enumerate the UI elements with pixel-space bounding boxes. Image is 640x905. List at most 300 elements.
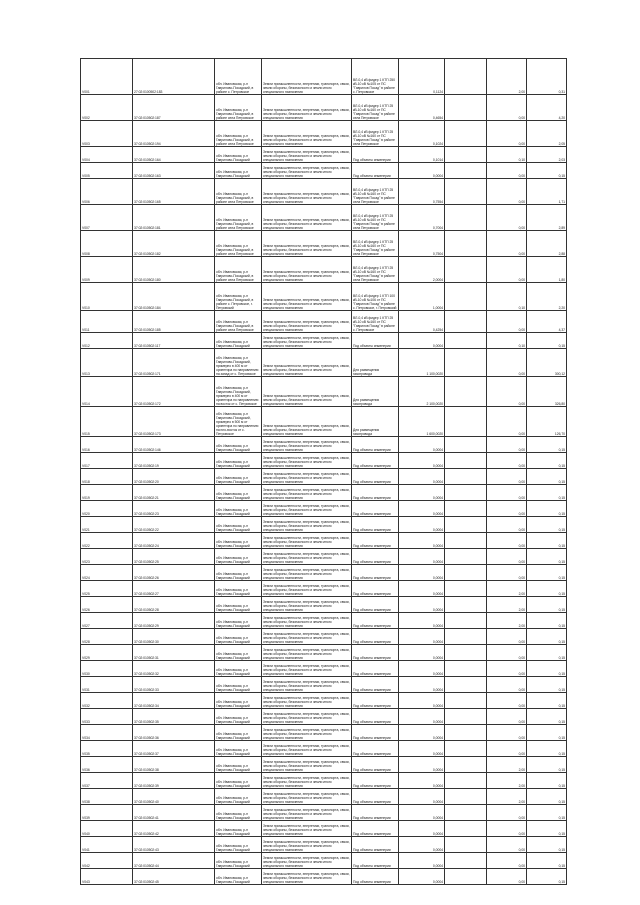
rate-cell: 0,00 — [487, 469, 527, 485]
area-cell: 0,1014 — [399, 147, 445, 163]
area-cell: 0,0004 — [399, 333, 445, 349]
cadastral-number-cell: 37:02:010502:30 — [133, 629, 215, 645]
location-cell: обл. Ивановская, р-н Гаврилово-Посадский, в районе села Петровское — [215, 179, 262, 205]
area-cell: 0,0004 — [399, 757, 445, 773]
sum-cell: 0,15 — [527, 645, 567, 661]
permitted-use-cell: Под объекты инженерии — [352, 333, 399, 349]
rate-cell: 0,00 — [487, 805, 527, 821]
rate-cell: 0,00 — [487, 549, 527, 565]
permitted-use-cell: Для размещения газопровода — [352, 377, 399, 407]
sum-cell: 0,15 — [527, 837, 567, 853]
cadastral-number-cell: 37:02:010502:173 — [133, 407, 215, 437]
rate-cell: 0,00 — [487, 741, 527, 757]
location-cell: обл. Ивановская, р-н Гаврилово-Посадский — [215, 741, 262, 757]
empty-cell — [445, 163, 487, 179]
location-cell: обл. Ивановская, р-н Гаврилово-Посадский — [215, 565, 262, 581]
area-cell: 1 100,0020 — [399, 349, 445, 377]
empty-cell — [445, 231, 487, 257]
area-cell: 0,7504 — [399, 231, 445, 257]
sum-cell: 0,15 — [527, 869, 567, 885]
land-category-cell: Земли промышленности, энергетики, транспорта, связи, земли обороны, безопасности и земли иного специального назначения — [262, 533, 352, 549]
cadastral-number-cell: 37:02:010502:165 — [133, 179, 215, 205]
row-id-cell: V037 — [81, 773, 133, 789]
cadastral-number-cell: 37:02:010502:35 — [133, 709, 215, 725]
table-row — [81, 407, 567, 437]
cadastral-number-cell: 37:02:010502:181 — [133, 205, 215, 231]
location-cell: обл. Ивановская, р-н Гаврилово-Посадский — [215, 709, 262, 725]
sum-cell: 0,15 — [527, 517, 567, 533]
area-cell: 0,0004 — [399, 437, 445, 453]
rate-cell: 0,00 — [487, 179, 527, 205]
table-row — [81, 629, 567, 645]
table-row — [81, 147, 567, 163]
area-cell: 0,0004 — [399, 581, 445, 597]
cadastral-number-cell: 37:02:010502:22 — [133, 517, 215, 533]
location-cell: обл. Ивановская, р-н Гаврилово-Посадский, примерно в 400 м от ориентира по направлению на восток от с. Петровское — [215, 377, 262, 407]
row-id-cell: V024 — [81, 565, 133, 581]
location-cell: обл. Ивановская, р-н Гаврилово-Посадский — [215, 853, 262, 869]
row-id-cell: V025 — [81, 581, 133, 597]
row-id-cell: V027 — [81, 613, 133, 629]
row-id-cell: V011 — [81, 311, 133, 333]
area-cell: 0,0004 — [399, 533, 445, 549]
cadastral-number-cell: 37:02:010502:172 — [133, 377, 215, 407]
location-cell: обл. Ивановская, р-н Гаврилово-Посадский — [215, 725, 262, 741]
land-category-cell: Земли промышленности, энергетики, транспорта, связи, земли обороны, безопасности и земли иного специального назначения — [262, 407, 352, 437]
cadastral-number-cell: 37:02:010502:29 — [133, 613, 215, 629]
location-cell: обл. Ивановская, р-н Гаврилово-Посадский, примерно в 400 м от ориентира по направлению на запад от с. Петровское — [215, 349, 262, 377]
row-id-cell: V001 — [81, 59, 133, 95]
area-cell: 2 100,0020 — [399, 377, 445, 407]
empty-cell — [445, 453, 487, 469]
row-id-cell: V017 — [81, 453, 133, 469]
area-cell: 0,0004 — [399, 725, 445, 741]
cadastral-number-cell: 27:02:0100502:183 — [133, 59, 215, 95]
cadastral-number-cell: 37:02:010502:164 — [133, 147, 215, 163]
area-cell: 0,0004 — [399, 645, 445, 661]
location-cell: обл. Ивановская, р-н Гаврилово-Посадский — [215, 661, 262, 677]
rate-cell: 0,00 — [487, 837, 527, 853]
land-category-cell: Земли промышленности, энергетики, транспорта, связи, земли обороны, безопасности и земли иного специального назначения — [262, 179, 352, 205]
sum-cell: 0,15 — [527, 613, 567, 629]
empty-cell — [445, 469, 487, 485]
empty-cell — [445, 597, 487, 613]
table-row — [81, 725, 567, 741]
sum-cell: 0,15 — [527, 709, 567, 725]
land-category-cell: Земли промышленности, энергетики, транспорта, связи, земли обороны, безопасности и земли иного специального назначения — [262, 469, 352, 485]
land-category-cell: Земли промышленности, энергетики, транспорта, связи, земли обороны, безопасности и земли иного специального назначения — [262, 853, 352, 869]
area-cell: 0,0004 — [399, 469, 445, 485]
sum-cell: 0,15 — [527, 725, 567, 741]
table-body — [81, 59, 567, 885]
empty-cell — [445, 613, 487, 629]
row-id-cell: V023 — [81, 549, 133, 565]
table-row — [81, 693, 567, 709]
row-id-cell: V043 — [81, 869, 133, 885]
row-id-cell: V041 — [81, 837, 133, 853]
table-row — [81, 205, 567, 231]
permitted-use-cell: Под объекты инженерии — [352, 853, 399, 869]
location-cell: обл. Ивановская, р-н Гаврилово-Посадский — [215, 517, 262, 533]
location-cell: обл. Ивановская, р-н Гаврилово-Посадский, в районе села Петровское — [215, 311, 262, 333]
empty-cell — [445, 725, 487, 741]
area-cell: 0,0004 — [399, 837, 445, 853]
table-row — [81, 597, 567, 613]
cadastral-number-cell: 37:02:010502:163 — [133, 163, 215, 179]
location-cell: обл. Ивановская, р-н Гаврилово-Посадский — [215, 789, 262, 805]
area-cell: 0,0004 — [399, 853, 445, 869]
cadastral-number-cell: 37:02:010502:37 — [133, 741, 215, 757]
rate-cell: 2,00 — [487, 757, 527, 773]
sum-cell: 300,12 — [527, 349, 567, 377]
permitted-use-cell: Под объекты инженерии — [352, 677, 399, 693]
land-category-cell: Земли промышленности, энергетики, транспорта, связи, земли обороны, безопасности и земли иного специального назначения — [262, 377, 352, 407]
cadastral-number-cell: 37:02:010502:182 — [133, 231, 215, 257]
sum-cell: 2,03 — [527, 147, 567, 163]
row-id-cell: V005 — [81, 163, 133, 179]
sum-cell: 0,15 — [527, 805, 567, 821]
row-id-cell: V003 — [81, 121, 133, 147]
area-cell: 0,0004 — [399, 661, 445, 677]
location-cell: обл. Ивановская, р-н Гаврилово-Посадский — [215, 613, 262, 629]
permitted-use-cell: Под объекты инженерии — [352, 469, 399, 485]
table-row — [81, 549, 567, 565]
location-cell: обл. Ивановская, р-н Гаврилово-Посадский — [215, 677, 262, 693]
land-category-cell: Земли промышленности, энергетики, транспорта, связи, земли обороны, безопасности и земли иного специального назначения — [262, 501, 352, 517]
location-cell: обл. Ивановская, р-н Гаврилово-Посадский — [215, 333, 262, 349]
empty-cell — [445, 95, 487, 121]
empty-cell — [445, 629, 487, 645]
cadastral-number-cell: 37:02:010502:32 — [133, 661, 215, 677]
sum-cell: 0,15 — [527, 597, 567, 613]
empty-cell — [445, 565, 487, 581]
sum-cell: 0,15 — [527, 581, 567, 597]
empty-cell — [445, 517, 487, 533]
area-cell: 0,4254 — [399, 311, 445, 333]
location-cell: обл. Ивановская, р-н Гаврилово-Посадский, примерно в 500 м от ориентира по направлению на юго-восток от с. Петровское — [215, 407, 262, 437]
sum-cell: 0,15 — [527, 757, 567, 773]
table-row — [81, 59, 567, 95]
area-cell: 0,0004 — [399, 565, 445, 581]
land-category-cell: Земли промышленности, энергетики, транспорта, связи, земли обороны, безопасности и земли иного специального назначения — [262, 693, 352, 709]
cadastral-number-cell: 37:02:010502:26 — [133, 565, 215, 581]
sum-cell: 0,15 — [527, 533, 567, 549]
row-id-cell: V026 — [81, 597, 133, 613]
land-category-cell: Земли промышленности, энергетики, транспорта, связи, земли обороны, безопасности и земли иного специального назначения — [262, 613, 352, 629]
sum-cell: 126,70 — [527, 407, 567, 437]
table-row — [81, 95, 567, 121]
cadastral-number-cell: 37:02:010502:43 — [133, 837, 215, 853]
cadastral-number-cell: 37:02:010502:117 — [133, 333, 215, 349]
sum-cell: 326,80 — [527, 377, 567, 407]
row-id-cell: V007 — [81, 205, 133, 231]
empty-cell — [445, 549, 487, 565]
land-category-cell: Земли промышленности, энергетики, транспорта, связи, земли обороны, безопасности и земли иного специального назначения — [262, 257, 352, 283]
land-category-cell: Земли промышленности, энергетики, транспорта, связи, земли обороны, безопасности и земли иного специального назначения — [262, 311, 352, 333]
rate-cell: 2,00 — [487, 773, 527, 789]
sum-cell: 2,20 — [527, 283, 567, 311]
empty-cell — [445, 121, 487, 147]
rate-cell: 0,00 — [487, 821, 527, 837]
empty-cell — [445, 311, 487, 333]
table-row — [81, 837, 567, 853]
rate-cell: 0,00 — [487, 121, 527, 147]
rate-cell: 0,00 — [487, 629, 527, 645]
area-cell: 0,0004 — [399, 501, 445, 517]
rate-cell: 0,00 — [487, 453, 527, 469]
row-id-cell: V038 — [81, 789, 133, 805]
rate-cell: 0,00 — [487, 869, 527, 885]
land-category-cell: Земли промышленности, энергетики, транспорта, связи, земли обороны, безопасности и земли иного специального назначения — [262, 741, 352, 757]
row-id-cell: V032 — [81, 693, 133, 709]
row-id-cell: V031 — [81, 677, 133, 693]
cadastral-number-cell: 37:02:010502:187 — [133, 95, 215, 121]
table-row — [81, 741, 567, 757]
cadastral-number-cell: 37:02:010502:184 — [133, 283, 215, 311]
land-category-cell: Земли промышленности, энергетики, транспорта, связи, земли обороны, безопасности и земли иного специального назначения — [262, 869, 352, 885]
permitted-use-cell: Под объекты инженерии — [352, 565, 399, 581]
rate-cell: 0,00 — [487, 565, 527, 581]
location-cell: обл. Ивановская, р-н Гаврилово-Посадский, в районе села Петровское — [215, 121, 262, 147]
permitted-use-cell: ВЛ-0,4 кВ фидер 1 КТП 25 кВ-10 кВ №160 от ПС "Гаврилов Посад" в районе села Петровское — [352, 231, 399, 257]
sum-cell: 0,15 — [527, 333, 567, 349]
sum-cell: 2,05 — [527, 121, 567, 147]
rate-cell: 0,00 — [487, 205, 527, 231]
cadastral-number-cell: 37:02:010502:40 — [133, 789, 215, 805]
permitted-use-cell: Под объекты инженерии — [352, 869, 399, 885]
cadastral-number-cell: 37:02:010502:180 — [133, 257, 215, 283]
permitted-use-cell: Под объекты инженерии — [352, 485, 399, 501]
area-cell: 0,0004 — [399, 805, 445, 821]
rate-cell: 0,00 — [487, 853, 527, 869]
area-cell: 0,7004 — [399, 205, 445, 231]
empty-cell — [445, 757, 487, 773]
sum-cell: 0,15 — [527, 437, 567, 453]
land-category-cell: Земли промышленности, энергетики, транспорта, связи, земли обороны, безопасности и земли иного специального назначения — [262, 773, 352, 789]
area-cell: 0,0004 — [399, 789, 445, 805]
sum-cell: 0,15 — [527, 501, 567, 517]
cadastral-number-cell: 37:02:010502:20 — [133, 469, 215, 485]
land-category-cell: Земли промышленности, энергетики, транспорта, связи, земли обороны, безопасности и земли иного специального назначения — [262, 677, 352, 693]
area-cell: 0,0004 — [399, 741, 445, 757]
sum-cell: 0,31 — [527, 59, 567, 95]
row-id-cell: V013 — [81, 349, 133, 377]
table-row — [81, 485, 567, 501]
empty-cell — [445, 789, 487, 805]
rate-cell: 0,00 — [487, 693, 527, 709]
document-sheet — [80, 58, 566, 885]
location-cell: обл. Ивановская, р-н Гаврилово-Посадский — [215, 485, 262, 501]
table-row — [81, 853, 567, 869]
row-id-cell: V019 — [81, 485, 133, 501]
cadastral-number-cell: 37:02:010502:21 — [133, 485, 215, 501]
row-id-cell: V006 — [81, 179, 133, 205]
empty-cell — [445, 773, 487, 789]
cadastral-number-cell: 37:02:010502:194 — [133, 121, 215, 147]
location-cell: обл. Ивановская, р-н Гаврилово-Посадский — [215, 837, 262, 853]
land-category-cell: Земли промышленности, энергетики, транспорта, связи, земли обороны, безопасности и земли иного специального назначения — [262, 283, 352, 311]
rate-cell: 0,00 — [487, 533, 527, 549]
permitted-use-cell: ВЛ-0,4 кВ фидер 1 КТП 25 кВ-10 кВ №160 от ПС "Гаврилов Посад" в районе села Петровское — [352, 205, 399, 231]
area-cell: 0,0004 — [399, 709, 445, 725]
location-cell: обл. Ивановская, р-н Гаврилово-Посадский, в районе села Петровское — [215, 95, 262, 121]
area-cell: 0,0004 — [399, 821, 445, 837]
permitted-use-cell: Под объекты инженерии — [352, 613, 399, 629]
sum-cell: 0,15 — [527, 789, 567, 805]
rate-cell: 0,00 — [487, 501, 527, 517]
location-cell: обл. Ивановская, р-н Гаврилово-Посадский — [215, 501, 262, 517]
sum-cell: 0,15 — [527, 485, 567, 501]
location-cell: обл. Ивановская, р-н Гаврилово-Посадский — [215, 437, 262, 453]
location-cell: обл. Ивановская, р-н Гаврилово-Посадский, в районе села Петровское — [215, 205, 262, 231]
location-cell: обл. Ивановская, р-н Гаврилово-Посадский — [215, 629, 262, 645]
permitted-use-cell: ВЛ-0,4 кВ фидер 1 КТП 250 кВ-10 кВ №105 от ПС "Гаврилов Посад" в районе с. Петровское — [352, 59, 399, 95]
permitted-use-cell: Под объекты инженерии — [352, 597, 399, 613]
land-category-cell: Земли промышленности, энергетики, транспорта, связи, земли обороны, безопасности и земли иного специального назначения — [262, 757, 352, 773]
row-id-cell: V042 — [81, 853, 133, 869]
land-category-cell: Земли промышленности, энергетики, транспорта, связи, земли обороны, безопасности и земли иного специального назначения — [262, 821, 352, 837]
area-cell: 0,0004 — [399, 773, 445, 789]
land-category-cell: Земли промышленности, энергетики, транспорта, связи, земли обороны, безопасности и земли иного специального назначения — [262, 147, 352, 163]
row-id-cell: V020 — [81, 501, 133, 517]
empty-cell — [445, 349, 487, 377]
area-cell: 0,4654 — [399, 95, 445, 121]
permitted-use-cell: Под объекты инженерии — [352, 837, 399, 853]
area-cell: 0,1124 — [399, 59, 445, 95]
permitted-use-cell: Под объекты инженерии — [352, 805, 399, 821]
rate-cell: 0,00 — [487, 437, 527, 453]
row-id-cell: V030 — [81, 661, 133, 677]
area-cell: 0,0004 — [399, 629, 445, 645]
location-cell: обл. Ивановская, р-н Гаврилово-Посадский — [215, 757, 262, 773]
empty-cell — [445, 437, 487, 453]
sum-cell: 4,20 — [527, 95, 567, 121]
cadastral-number-cell: 37:02:010502:171 — [133, 349, 215, 377]
table-row — [81, 501, 567, 517]
table-row — [81, 533, 567, 549]
sum-cell: 1,80 — [527, 257, 567, 283]
permitted-use-cell: Под объекты инженерии — [352, 163, 399, 179]
location-cell: обл. Ивановская, р-н Гаврилово-Посадский — [215, 163, 262, 179]
land-category-cell: Земли промышленности, энергетики, транспорта, связи, земли обороны, безопасности и земли иного специального назначения — [262, 437, 352, 453]
cadastral-number-cell: 37:02:010502:45 — [133, 869, 215, 885]
table-row — [81, 789, 567, 805]
empty-cell — [445, 407, 487, 437]
empty-cell — [445, 645, 487, 661]
rate-cell: 0,00 — [487, 163, 527, 179]
row-id-cell: V008 — [81, 231, 133, 257]
land-category-cell: Земли промышленности, энергетики, транспорта, связи, земли обороны, безопасности и земли иного специального назначения — [262, 517, 352, 533]
row-id-cell: V028 — [81, 629, 133, 645]
permitted-use-cell: Для размещения газопровода — [352, 349, 399, 377]
location-cell: обл. Ивановская, р-н Гаврилово-Посадский — [215, 147, 262, 163]
permitted-use-cell: Под объекты инженерии — [352, 773, 399, 789]
sum-cell: 0,15 — [527, 853, 567, 869]
land-category-cell: Земли промышленности, энергетики, транспорта, связи, земли обороны, безопасности и земли иного специального назначения — [262, 453, 352, 469]
sum-cell: 0,15 — [527, 453, 567, 469]
sum-cell: 0,15 — [527, 821, 567, 837]
table-row — [81, 257, 567, 283]
permitted-use-cell: Для размещения газопровода — [352, 407, 399, 437]
rate-cell: 0,00 — [487, 725, 527, 741]
location-cell: обл. Ивановская, р-н Гаврилово-Посадский — [215, 821, 262, 837]
permitted-use-cell: ВЛ-0,4 кВ фидер 1 КТП 25 кВ-10 кВ №160 от ПС "Гаврилов Посад" в районе с. Петровское — [352, 311, 399, 333]
empty-cell — [445, 485, 487, 501]
table-row — [81, 231, 567, 257]
sum-cell: 0,15 — [527, 693, 567, 709]
table-row — [81, 773, 567, 789]
cadastral-number-cell: 37:02:010502:38 — [133, 757, 215, 773]
land-category-cell: Земли промышленности, энергетики, транспорта, связи, земли обороны, безопасности и земли иного специального назначения — [262, 645, 352, 661]
empty-cell — [445, 147, 487, 163]
location-cell: обл. Ивановская, р-н Гаврилово-Посадский — [215, 597, 262, 613]
land-category-cell: Земли промышленности, энергетики, транспорта, связи, земли обороны, безопасности и земли иного специального назначения — [262, 485, 352, 501]
table-row — [81, 645, 567, 661]
cadastral-number-cell: 37:02:010502:42 — [133, 821, 215, 837]
sum-cell: 0,15 — [527, 565, 567, 581]
rate-cell: 0,00 — [487, 661, 527, 677]
permitted-use-cell: Под объекты инженерии — [352, 501, 399, 517]
permitted-use-cell: ВЛ-0,4 кВ фидер 1 КТП 25 кВ-10 кВ №160 от ПС "Гаврилов Посад" в районе села Петровское — [352, 257, 399, 283]
permitted-use-cell: Под объекты инженерии — [352, 629, 399, 645]
table-row — [81, 677, 567, 693]
land-parcels-table — [80, 58, 567, 885]
location-cell: обл. Ивановская, р-н Гаврилово-Посадский, в районе села Петровское — [215, 257, 262, 283]
table-row — [81, 437, 567, 453]
empty-cell — [445, 283, 487, 311]
land-category-cell: Земли промышленности, энергетики, транспорта, связи, земли обороны, безопасности и земли иного специального назначения — [262, 59, 352, 95]
land-category-cell: Земли промышленности, энергетики, транспорта, связи, земли обороны, безопасности и земли иного специального назначения — [262, 205, 352, 231]
permitted-use-cell: Под объекты инженерии — [352, 549, 399, 565]
land-category-cell: Земли промышленности, энергетики, транспорта, связи, земли обороны, безопасности и земли иного специального назначения — [262, 95, 352, 121]
sum-cell: 4,37 — [527, 311, 567, 333]
rate-cell: 0,00 — [487, 349, 527, 377]
sum-cell: 1,71 — [527, 179, 567, 205]
table-row — [81, 805, 567, 821]
rate-cell: 0,00 — [487, 517, 527, 533]
cadastral-number-cell: 37:02:010502:27 — [133, 581, 215, 597]
table-row — [81, 869, 567, 885]
row-id-cell: V034 — [81, 725, 133, 741]
rate-cell: 0,00 — [487, 95, 527, 121]
rate-cell: 0,00 — [487, 709, 527, 725]
cadastral-number-cell: 37:02:010502:23 — [133, 501, 215, 517]
permitted-use-cell: Под объекты инженерии — [352, 453, 399, 469]
table-row — [81, 469, 567, 485]
permitted-use-cell: ВЛ-0,4 кВ фидер 1 КТП 100 кВ-10 кВ №106 от ПС "Гаврилов Посад" в районе с. Петровское, г. Петровский — [352, 283, 399, 311]
area-cell: 0,0004 — [399, 485, 445, 501]
location-cell: обл. Ивановская, р-н Гаврилово-Посадский — [215, 869, 262, 885]
land-category-cell: Земли промышленности, энергетики, транспорта, связи, земли обороны, безопасности и земли иного специального назначения — [262, 581, 352, 597]
table-row — [81, 121, 567, 147]
sum-cell: 0,15 — [527, 629, 567, 645]
table-row — [81, 517, 567, 533]
land-category-cell: Земли промышленности, энергетики, транспорта, связи, земли обороны, безопасности и земли иного специального назначения — [262, 349, 352, 377]
permitted-use-cell: Под объекты инженерии — [352, 821, 399, 837]
land-category-cell: Земли промышленности, энергетики, транспорта, связи, земли обороны, безопасности и земли иного специального назначения — [262, 725, 352, 741]
sum-cell: 2,88 — [527, 231, 567, 257]
table-row — [81, 179, 567, 205]
table-row — [81, 283, 567, 311]
land-category-cell: Земли промышленности, энергетики, транспорта, связи, земли обороны, безопасности и земли иного специального назначения — [262, 597, 352, 613]
permitted-use-cell: Под объекты инженерии — [352, 693, 399, 709]
sum-cell: 0,15 — [527, 773, 567, 789]
permitted-use-cell: Под объекты инженерии — [352, 741, 399, 757]
empty-cell — [445, 821, 487, 837]
rate-cell: 0,00 — [487, 677, 527, 693]
empty-cell — [445, 501, 487, 517]
cadastral-number-cell: 37:02:010502:185 — [133, 311, 215, 333]
